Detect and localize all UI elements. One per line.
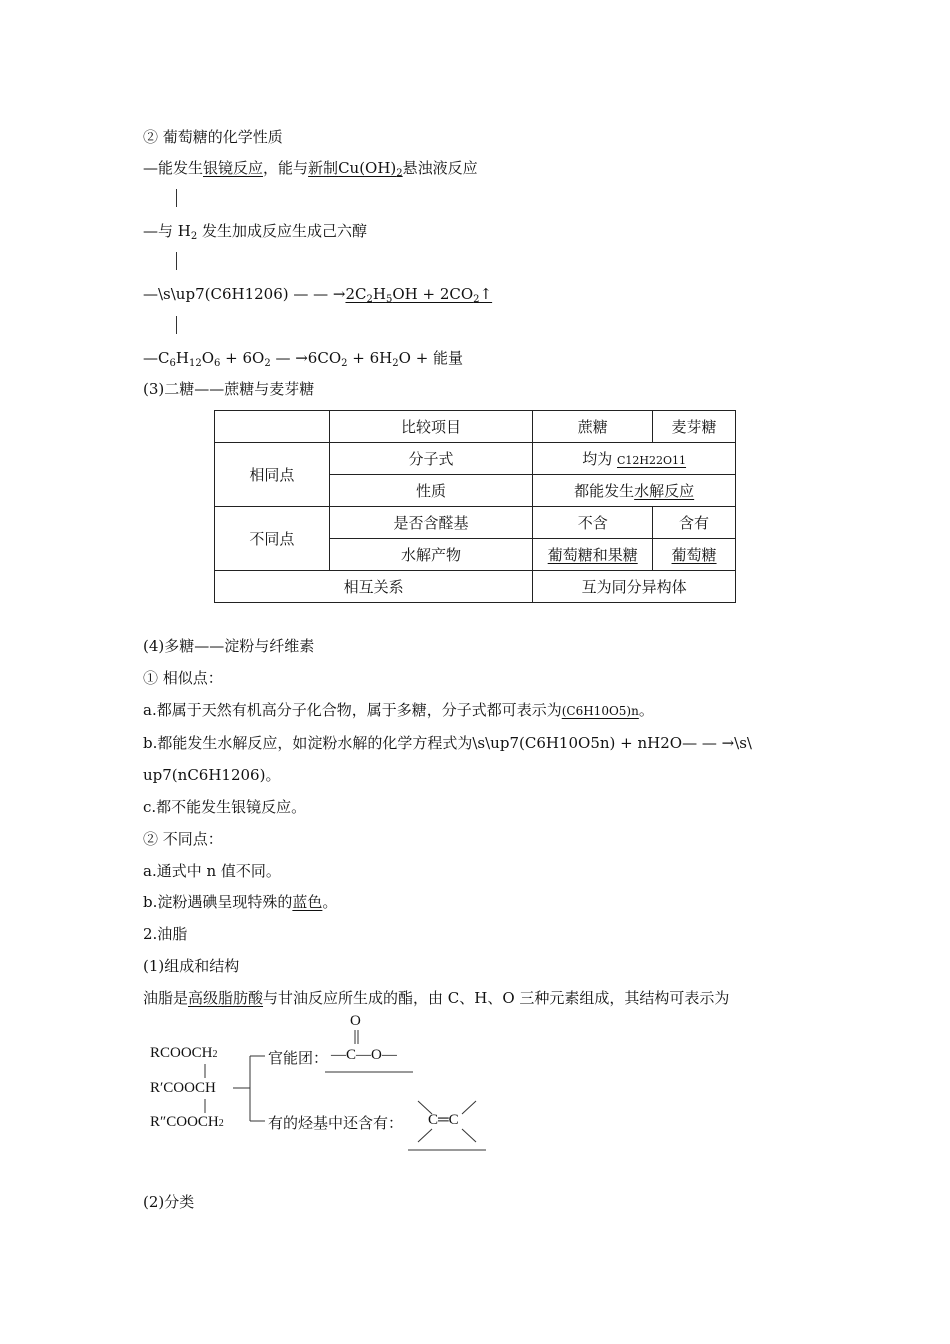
formula-value: C12H22O11 (617, 454, 687, 467)
glucose-fermentation-line: —\s\up7(C6H1206) — — $\to 2C_2H_5OH$ + $2CO_2↑$ (143, 285, 493, 305)
table-cell: 是否含醛基 (329, 507, 533, 539)
table-cell: 葡萄糖 (653, 539, 736, 571)
alkene-group: C═C (428, 1112, 459, 1128)
similar-b-line2: up7(nC6H1206)。 (143, 766, 281, 784)
similar-heading: ① 相似点： (143, 669, 223, 687)
table-header: 蔗糖 (533, 411, 653, 443)
table-cell: 含有 (653, 507, 736, 539)
ester-group: —C—O— (331, 1047, 397, 1063)
structure-row-1: RCOOCH2 (150, 1045, 218, 1061)
table-cell: 相同点 (215, 443, 330, 507)
similar-a: a.都属于天然有机高分子化合物，属于多糖，分子式都可表示为(C6H10O5)n。 (143, 701, 654, 719)
glucose-heading: ② 葡萄糖的化学性质 (143, 128, 283, 146)
table-cell: 性质 (329, 475, 533, 507)
table-header: 麦芽糖 (653, 411, 736, 443)
polysaccharide-heading: (4)多糖——淀粉与纤维素 (143, 637, 315, 655)
alkene-label: 有的烃基中还含有： (268, 1114, 404, 1132)
structure-row-3: R″COOCH2 (150, 1114, 224, 1130)
similar-c: c.都不能发生银镜反应。 (143, 798, 307, 816)
table-cell: 都能发生水解反应 (533, 475, 736, 507)
similar-b-line1: b.都能发生水解反应，如淀粉水解的化学方程式为\s\up7(C6H10O5n) + nH2O— — →\s\ (143, 734, 752, 752)
fat-heading: 2.油脂 (143, 925, 188, 943)
fat-description: 油脂是高级脂肪酸与甘油反应所生成的酯，由 C、H、O 三种元素组成，其结构可表示为 (143, 989, 730, 1007)
table-cell: 互为同分异构体 (533, 571, 736, 603)
structure-row-2: R′COOCH (150, 1080, 216, 1096)
functional-group-label: 官能团： (268, 1049, 329, 1067)
table-cell: 分子式 (329, 443, 533, 475)
glucose-oxidation-line: $—C_6H_{12}O_6 + 6O_2$ — $\to 6CO_2 + 6H_2O$ + 能量 (143, 349, 464, 369)
fat-classification-heading: (2)分类 (143, 1193, 195, 1211)
disaccharide-heading: (3)二糖——蔗糖与麦芽糖 (143, 380, 315, 398)
table-cell: 水解产物 (329, 539, 533, 571)
diff-heading: ② 不同点： (143, 830, 223, 848)
carbonyl-oxygen: O (350, 1013, 361, 1029)
table-cell: 均为 C12H22O11 (533, 443, 736, 475)
fat-composition-heading: (1)组成和结构 (143, 957, 240, 975)
table-header: 比较项目 (329, 411, 533, 443)
table-cell: 不同点 (215, 507, 330, 571)
table-cell: 不含 (533, 507, 653, 539)
diff-a: a.通式中 n 值不同。 (143, 862, 281, 880)
table-cell: 相互关系 (215, 571, 533, 603)
table-cell: 葡萄糖和果糖 (533, 539, 653, 571)
diff-b: b.淀粉遇碘呈现特殊的蓝色。 (143, 893, 338, 911)
glucose-silver-mirror-line: —能发生银镜反应，能与新制$Cu(OH)_2$悬浊液反应 (143, 159, 478, 179)
glucose-hydrogenation-line: —与 $H_2$ 发生加成反应生成己六醇 (143, 222, 368, 242)
